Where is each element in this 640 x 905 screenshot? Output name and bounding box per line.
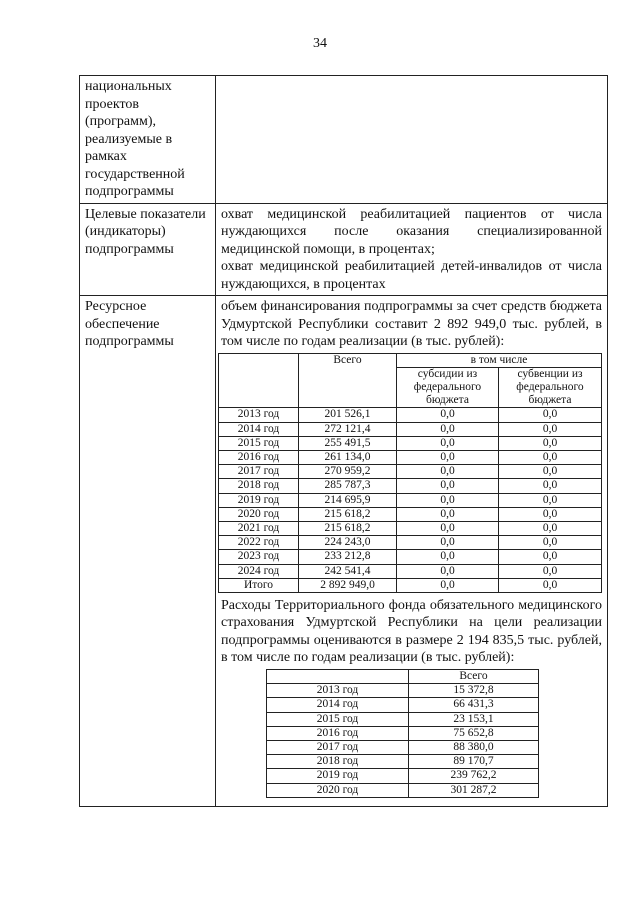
cell-total: 233 212,8: [299, 550, 397, 564]
row-content-target-indicators: [216, 203, 608, 296]
table-row: [219, 408, 602, 422]
table-row: [267, 769, 539, 783]
cell-total: 301 287,2: [409, 783, 539, 797]
table-row: [80, 76, 608, 204]
cell-total: 75 652,8: [409, 726, 539, 740]
cell-subsidies: 0,0: [397, 550, 499, 564]
cell-subsidies: 0,0: [397, 408, 499, 422]
header-subsidies: субсидии из федерального бюджета: [397, 367, 499, 408]
row-label-resources: Ресурсное обеспечение подпрограммы: [80, 296, 216, 807]
cell-year: 2015 год: [267, 712, 409, 726]
cell-total: 2 892 949,0: [299, 578, 397, 592]
budget-intro-text: объем финансирования подпрограммы за счет средств бюджета Удмуртской Республики составит 2 892 949,0 тыс. рублей, в том числе по годам реализации (в тыс. рублей):: [221, 299, 602, 349]
cell-subsidies: 0,0: [397, 564, 499, 578]
header-subventions: субвенции из федерального бюджета: [499, 367, 602, 408]
cell-year: 2016 год: [219, 450, 299, 464]
cell-total: 66 431,3: [409, 698, 539, 712]
page-number: 34: [313, 36, 327, 51]
cell-year: 2021 год: [219, 521, 299, 535]
table-header-row: [219, 353, 602, 367]
cell-total: 239 762,2: [409, 769, 539, 783]
table-row: [219, 536, 602, 550]
cell-subventions: 0,0: [499, 479, 602, 493]
cell-total: 242 541,4: [299, 564, 397, 578]
header-year: [267, 669, 409, 683]
tfoms-text: Расходы Территориального фонда обязательного медицинского страхования Удмуртской Республики на цели реализации подпрограммы оцениваются в размере 2 194 835,5 тыс. рублей, в том числе по годам реализации (в тыс. рублей):: [221, 597, 602, 666]
table-row: [219, 493, 602, 507]
row-content-resources: [216, 296, 608, 807]
row-label-national-projects: национальных проектов (программ), реализуемые в рамках государственной подпрограммы: [80, 76, 216, 204]
cell-total: 23 153,1: [409, 712, 539, 726]
cell-total: 255 491,5: [299, 436, 397, 450]
cell-total: 201 526,1: [299, 408, 397, 422]
cell-year: 2019 год: [219, 493, 299, 507]
header-year: [219, 353, 299, 408]
cell-total: 215 618,2: [299, 507, 397, 521]
cell-subventions: 0,0: [499, 422, 602, 436]
budget-table: [218, 353, 602, 593]
table-row: [219, 479, 602, 493]
cell-year: 2014 год: [219, 422, 299, 436]
cell-year: Итого: [219, 578, 299, 592]
cell-year: 2018 год: [219, 479, 299, 493]
table-row: [219, 436, 602, 450]
cell-total: 89 170,7: [409, 755, 539, 769]
cell-subventions: 0,0: [499, 578, 602, 592]
table-row: [267, 783, 539, 797]
cell-year: 2014 год: [267, 698, 409, 712]
cell-subsidies: 0,0: [397, 507, 499, 521]
cell-subsidies: 0,0: [397, 465, 499, 479]
row-label-target-indicators: Целевые показатели (индикаторы) подпрограммы: [80, 203, 216, 296]
cell-subventions: 0,0: [499, 521, 602, 535]
cell-subsidies: 0,0: [397, 521, 499, 535]
cell-year: 2017 год: [219, 465, 299, 479]
table-row: [80, 296, 608, 807]
table-row: [219, 578, 602, 592]
cell-total: 15 372,8: [409, 684, 539, 698]
cell-subventions: 0,0: [499, 493, 602, 507]
indicator-line: охват медицинской реабилитацией детей-инвалидов от числа нуждающихся, в процентах: [221, 259, 602, 292]
table-row: [267, 698, 539, 712]
table-row: [267, 726, 539, 740]
cell-year: 2023 год: [219, 550, 299, 564]
table-row: [219, 507, 602, 521]
cell-subsidies: 0,0: [397, 536, 499, 550]
table-row: [267, 755, 539, 769]
table-row: [219, 564, 602, 578]
cell-subsidies: 0,0: [397, 422, 499, 436]
table-row: [80, 203, 608, 296]
cell-total: 285 787,3: [299, 479, 397, 493]
header-total: Всего: [409, 669, 539, 683]
indicator-line: охват медицинской реабилитацией пациентов от числа нуждающихся после оказания специализированной медицинской помощи, в процентах;: [221, 206, 602, 257]
cell-year: 2020 год: [267, 783, 409, 797]
table-row: [267, 740, 539, 754]
cell-subventions: 0,0: [499, 536, 602, 550]
cell-subsidies: 0,0: [397, 479, 499, 493]
header-group: в том числе: [397, 353, 602, 367]
cell-subsidies: 0,0: [397, 436, 499, 450]
cell-subventions: 0,0: [499, 450, 602, 464]
cell-total: 270 959,2: [299, 465, 397, 479]
passport-table: [79, 75, 608, 807]
cell-subventions: 0,0: [499, 408, 602, 422]
cell-year: 2018 год: [267, 755, 409, 769]
cell-subventions: 0,0: [499, 465, 602, 479]
table-row: [219, 465, 602, 479]
cell-subventions: 0,0: [499, 550, 602, 564]
cell-subsidies: 0,0: [397, 450, 499, 464]
cell-year: 2013 год: [267, 684, 409, 698]
cell-total: 272 121,4: [299, 422, 397, 436]
cell-year: 2019 год: [267, 769, 409, 783]
table-row: [219, 422, 602, 436]
cell-subventions: 0,0: [499, 507, 602, 521]
cell-year: 2017 год: [267, 740, 409, 754]
cell-total: 88 380,0: [409, 740, 539, 754]
cell-year: 2022 год: [219, 536, 299, 550]
cell-subsidies: 0,0: [397, 578, 499, 592]
table-row: [267, 684, 539, 698]
tfoms-table: [266, 669, 539, 798]
cell-subsidies: 0,0: [397, 493, 499, 507]
cell-year: 2016 год: [267, 726, 409, 740]
header-total: Всего: [299, 353, 397, 408]
table-row: [267, 712, 539, 726]
table-row: [219, 450, 602, 464]
cell-total: 261 134,0: [299, 450, 397, 464]
cell-subventions: 0,0: [499, 436, 602, 450]
table-row: [219, 550, 602, 564]
cell-year: 2013 год: [219, 408, 299, 422]
cell-total: 224 243,0: [299, 536, 397, 550]
cell-subventions: 0,0: [499, 564, 602, 578]
table-header-row: [267, 669, 539, 683]
cell-total: 214 695,9: [299, 493, 397, 507]
cell-year: 2015 год: [219, 436, 299, 450]
table-row: [219, 521, 602, 535]
cell-total: 215 618,2: [299, 521, 397, 535]
row-content-national-projects: [216, 76, 608, 204]
cell-year: 2024 год: [219, 564, 299, 578]
cell-year: 2020 год: [219, 507, 299, 521]
